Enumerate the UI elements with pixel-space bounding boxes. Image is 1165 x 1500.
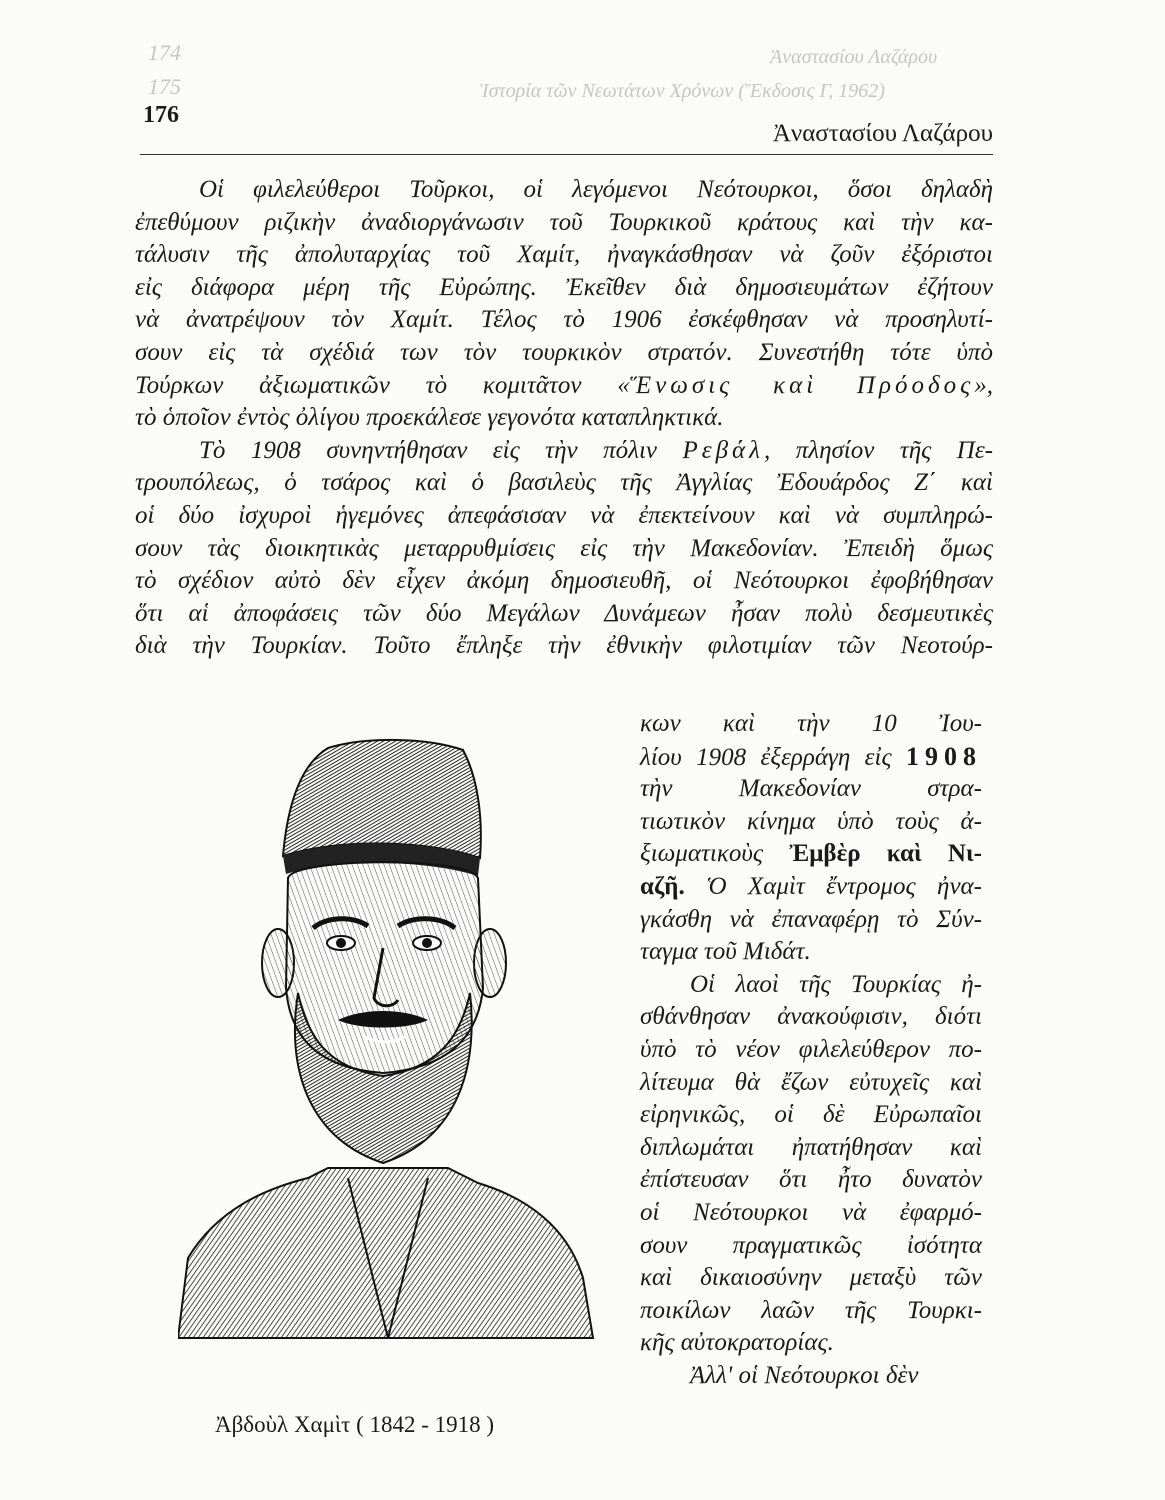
bold-names: Ἐμβὲρ καὶ Νι- xyxy=(789,840,982,868)
text-line: τάλυσιν τῆς ἀπολυταρχίας τοῦ Χαμίτ, ἠναγκάσθησαν νὰ ζοῦν ἐξόριστοι xyxy=(135,241,993,269)
text-line: ἐπεθύμουν ριζικὴν ἀναδιοργάνωσιν τοῦ Τουρκικοῦ κράτους καὶ τὴν κα- xyxy=(135,208,993,236)
bleed-running-head: Ἀναστασίου Λαζάρου xyxy=(770,46,938,68)
text-line-1908 xyxy=(640,741,982,774)
text-fragment: Τὸ 1908 συνηντήθησαν εἰς τὴν πόλιν xyxy=(199,436,683,464)
text-line: κῆς αὐτοκρατορίας. xyxy=(640,1329,834,1357)
side-text-block xyxy=(640,708,982,1392)
main-text-block xyxy=(135,174,993,663)
bold-names-2: αζῆ. xyxy=(640,872,685,900)
text-line: εἰς διάφορα μέρη τῆς Εὐρώπης. Ἐκεῖθεν διὰ δημοσιευμάτων ἐζήτουν xyxy=(135,273,993,301)
header-rule xyxy=(140,154,993,155)
text-line: σουν τὰς διοικητικὰς μεταρρυθμίσεις εἰς τὴν Μακεδονίαν. Ἐπειδὴ ὅμως xyxy=(135,534,993,562)
bleed-page-number-2: 175 xyxy=(148,74,181,99)
text-line: ὅτι αἱ ἀποφάσεις τῶν δύο Μεγάλων Δυνάμεων ἦσαν πολὺ δεσμευτικὲς xyxy=(135,599,993,627)
text-line-names xyxy=(640,838,982,871)
text-line: τρουπόλεως, ὁ τσάρος καὶ ὁ βασιλεὺς τῆς Ἀγγλίας Ἐδουάρδος Ζ΄ καὶ xyxy=(135,469,993,497)
text-fragment: , πλησίον τῆς Πε- xyxy=(764,436,993,464)
text-line: ταγμα τοῦ Μιδάτ. xyxy=(640,938,811,966)
text-line: καὶ δικαιοσύνην μεταξὺ τῶν xyxy=(640,1264,982,1292)
text-line: τὴν Μακεδονίαν στρα- xyxy=(640,775,982,803)
text-line: τὸ ὁποῖον ἐντὸς ὀλίγου προεκάλεσε γεγονότα καταπληκτικά. xyxy=(135,404,724,432)
text-line: λίτευμα θὰ ἔζων εὐτυχεῖς καὶ xyxy=(640,1068,982,1096)
portrait-engraving-icon xyxy=(178,738,600,1388)
portrait-caption: Ἀβδοὺλ Χαμὶτ ( 1842 - 1918 ) xyxy=(215,1412,495,1437)
text-fragment: », xyxy=(974,371,993,399)
running-head: Ἀναστασίου Λαζάρου xyxy=(772,120,993,147)
text-line: ποικίλων λαῶν τῆς Τουρκι- xyxy=(640,1296,982,1324)
text-line: γκάσθη νὰ ἐπαναφέρῃ τὸ Σύν- xyxy=(640,905,982,933)
text-fragment: λίου 1908 ἐξερράγη εἰς xyxy=(640,743,906,771)
text-line: σθάνθησαν ἀνακούφισιν, διότι xyxy=(640,1003,982,1031)
text-line: διπλωμάται ἠπατήθησαν καὶ xyxy=(640,1133,982,1161)
page-number: 176 xyxy=(143,102,179,128)
text-line: διὰ τὴν Τουρκίαν. Τοῦτο ἔπληξε τὴν ἐθνικὴν φιλοτιμίαν τῶν Νεοτούρ- xyxy=(135,632,993,660)
text-line: ἐπίστευσαν ὅτι ἦτο δυνατὸν xyxy=(640,1166,982,1194)
text-line: σουν εἰς τὰ σχέδιά των τὸν τουρκικὸν στρατόν. Συνεστήθη τότε ὑπὸ xyxy=(135,338,993,366)
text-line: Ἀλλ' οἱ Νεότουρκοι δὲν xyxy=(690,1361,919,1389)
bleed-page-number: 174 xyxy=(148,40,181,65)
bleed-running-head-2: Ἱστορία τῶν Νεωτάτων Χρόνων (Ἔκδοσις Γ, 1962) xyxy=(480,80,885,102)
text-line: οἱ δύο ἰσχυροὶ ἡγεμόνες ἀπεφάσισαν νὰ ἐπεκτείνουν καὶ νὰ συμπληρώ- xyxy=(135,501,993,529)
text-line-names-2 xyxy=(640,871,982,904)
text-line: τὸ σχέδιον αὐτὸ δὲν εἶχεν ἀκόμη δημοσιευθῆ, οἱ Νεότουρκοι ἐφοβήθησαν xyxy=(135,567,993,595)
text-line: σουν πραγματικῶς ἰσότητα xyxy=(640,1231,982,1259)
text-line: Οἱ λαοὶ τῆς Τουρκίας ἠ- xyxy=(690,970,982,998)
text-line: ὑπὸ τὸ νέον φιλελεύθερον πο- xyxy=(640,1035,982,1063)
text-line: νὰ ἀνατρέψουν τὸν Χαμίτ. Τέλος τὸ 1906 ἐσκέφθησαν νὰ προσηλυτί- xyxy=(135,306,993,334)
text-line: εἰρηνικῶς, οἱ δὲ Εὐρωπαῖοι xyxy=(640,1101,982,1129)
text-line: οἱ Νεότουρκοι νὰ ἐφαρμό- xyxy=(640,1198,982,1226)
text-line-reval xyxy=(135,435,993,468)
text-fragment: Ὁ Χαμὶτ ἔντρομος ἠνα- xyxy=(684,872,982,900)
text-line-committee xyxy=(135,370,993,403)
text-line: Οἱ φιλελεύθεροι Τοῦρκοι, οἱ λεγόμενοι Νεότουρκοι, ὅσοι δηλαδὴ xyxy=(199,176,993,203)
committee-name: Ἕνωσις καὶ Πρόοδος xyxy=(629,371,975,399)
text-fragment: ξιωματικοὺς xyxy=(640,840,790,868)
text-fragment: Τούρκων ἀξιωματικῶν τὸ κομιτᾶτον « xyxy=(135,371,630,399)
text-line: κων καὶ τὴν 10 Ἰου- xyxy=(640,710,982,737)
city-name: Ρεβάλ xyxy=(682,436,764,464)
margin-year: 1908 xyxy=(906,741,982,771)
text-line: τιωτικὸν κίνημα ὑπὸ τοὺς ἀ- xyxy=(640,807,982,835)
